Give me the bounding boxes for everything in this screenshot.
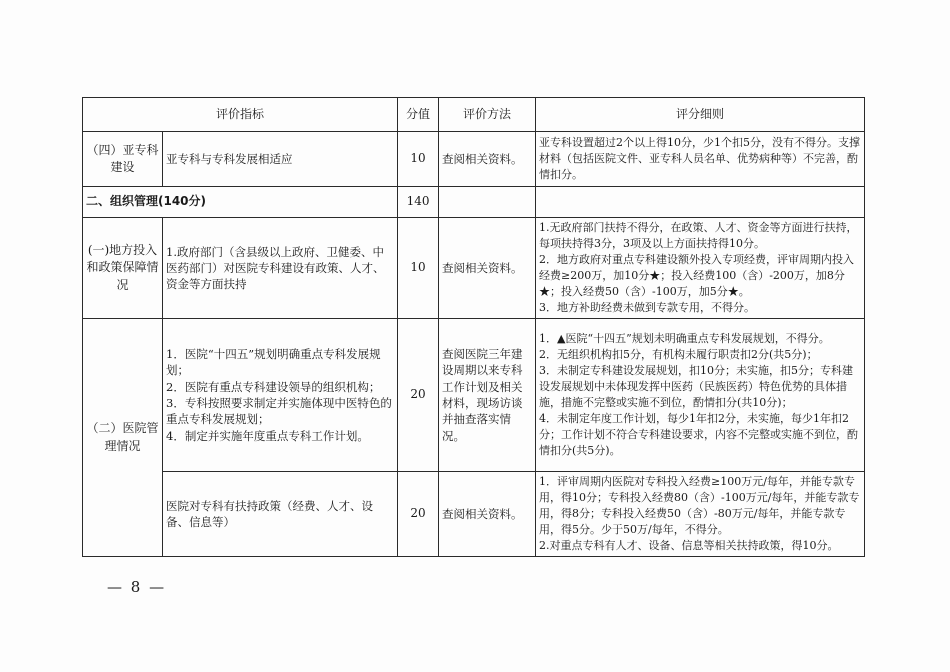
method-cell: 查阅相关资料。 bbox=[439, 218, 536, 319]
detail-line: 2．无组织机构扣5分，有机构未履行职责扣2分(共5分)； bbox=[539, 347, 818, 361]
indicator-line: 2．医院有重点专科建设领导的组织机构； bbox=[166, 379, 381, 394]
indicator-line: 4．制定并实施年度重点专科工作计划。 bbox=[166, 428, 369, 443]
detail-line: 2．地方政府对重点专科建设额外投入专项经费，评审周期内投入经费≥200万，加10分★；投入经费100（含）-200万，加8分★；投入经费50（含）-100万，加5分★。 bbox=[539, 252, 855, 299]
indicator-cell: 亚专科与专科发展相适应 bbox=[163, 132, 398, 187]
method-cell: 查阅相关资料。 bbox=[439, 132, 536, 187]
detail-line: 1．评审周期内医院对专科投入经费≥100万元/每年，并能专款专用，得10分；专科投入经费80（含）-100万元/每年，并能专款专用，得8分；专科投入经费50（含）-80万元/每年，并能专款专用，得5分。少于50万/每年，不得分。 bbox=[539, 474, 860, 537]
section-row bbox=[83, 187, 865, 218]
detail-line: 1.无政府部门扶持不得分，在政策、人才、资金等方面进行扶持，每项扶持得3分，3项及以上方面扶持得10分。 bbox=[539, 220, 858, 250]
indicator-cell bbox=[163, 319, 398, 472]
detail-line: 3．未制定专科建设发展规划，扣10分；未实施，扣5分；专科建设发展规划中未体现发挥中医药（民族医药）特色优势的具体措施，措施不完整或实施不到位，酌情扣分(共10分)； bbox=[539, 363, 854, 409]
detail-line: 4．未制定年度工作计划，每少1年扣2分，未实施，每少1年扣2分；工作计划不符合专科建设要求，内容不完整或实施不到位，酌情扣分(共5分)。 bbox=[539, 412, 859, 458]
method-cell: 查阅相关资料。 bbox=[439, 472, 536, 557]
category-cell: （四）亚专科建设 bbox=[83, 132, 163, 187]
section-score: 140 bbox=[398, 187, 439, 218]
score-cell: 10 bbox=[398, 218, 439, 319]
empty-cell bbox=[439, 187, 536, 218]
table-row bbox=[83, 319, 865, 472]
table-header-row bbox=[83, 98, 865, 132]
detail-cell bbox=[536, 472, 865, 557]
category-cell: （二）医院管理情况 bbox=[83, 319, 163, 557]
header-detail: 评分细则 bbox=[536, 98, 865, 132]
score-cell: 20 bbox=[398, 472, 439, 557]
category-cell: (一)地方投入和政策保障情况 bbox=[83, 218, 163, 319]
score-cell: 10 bbox=[398, 132, 439, 187]
header-score: 分值 bbox=[398, 98, 439, 132]
indicator-cell: 1.政府部门（含县级以上政府、卫健委、中医药部门）对医院专科建设有政策、人才、资金等方面扶持 bbox=[163, 218, 398, 319]
detail-cell bbox=[536, 319, 865, 472]
detail-line: 3．地方补助经费未做到专款专用，不得分。 bbox=[539, 301, 756, 315]
evaluation-table bbox=[82, 97, 865, 557]
detail-line: 1．▲医院“十四五”规划未明确重点专科发展规划，不得分。 bbox=[539, 331, 830, 345]
page-number: — 8 — bbox=[107, 578, 167, 596]
detail-line: 2.对重点专科有人才、设备、信息等相关扶持政策，得10分。 bbox=[539, 539, 839, 553]
indicator-line: 1．医院“十四五”规划明确重点专科发展规划； bbox=[166, 347, 381, 378]
section-title: 二、组织管理(140分) bbox=[83, 187, 398, 218]
table-row bbox=[83, 132, 865, 187]
detail-cell: 亚专科设置超过2个以上得10分，少1个扣5分，没有不得分。支撑材料（包括医院文件、亚专科人员名单、优势病种等）不完善，酌情扣分。 bbox=[536, 132, 865, 187]
table-row bbox=[83, 218, 865, 319]
indicator-cell: 医院对专科有扶持政策（经费、人才、设备、信息等） bbox=[163, 472, 398, 557]
method-cell: 查阅医院三年建设周期以来专科工作计划及相关材料，现场访谈并抽查落实情况。 bbox=[439, 319, 536, 472]
score-cell: 20 bbox=[398, 319, 439, 472]
indicator-line: 3．专科按照要求制定并实施体现中医特色的重点专科发展规划； bbox=[166, 396, 392, 427]
header-indicator: 评价指标 bbox=[83, 98, 398, 132]
empty-cell bbox=[536, 187, 865, 218]
detail-cell bbox=[536, 218, 865, 319]
table-row bbox=[83, 472, 865, 557]
header-method: 评价方法 bbox=[439, 98, 536, 132]
